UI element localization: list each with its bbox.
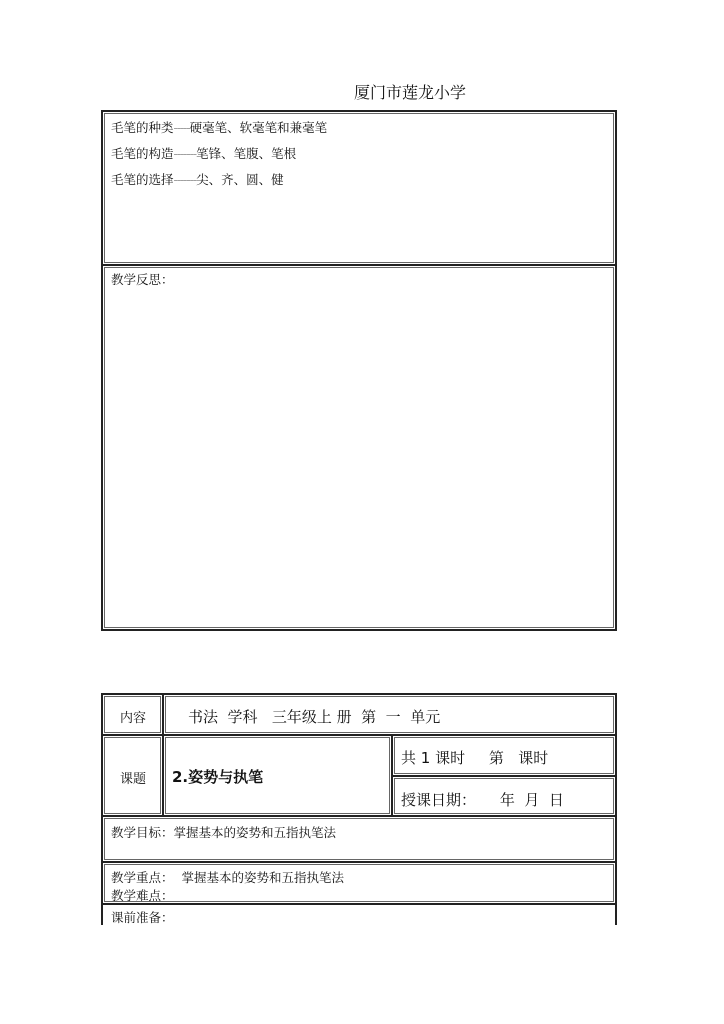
note-label: 毛笔的构造 bbox=[111, 146, 174, 161]
key-line bbox=[111, 868, 344, 886]
goal-cell bbox=[101, 815, 617, 863]
note-line bbox=[111, 170, 284, 188]
reflection-label: 教学反思： bbox=[111, 272, 174, 287]
note-separator: ------- bbox=[173, 172, 197, 187]
content-value: 书法 学科 三年级上 册 第 一 单元 bbox=[188, 708, 441, 726]
topic-label-cell bbox=[101, 734, 164, 817]
date-text: 授课日期： 年 月 日 bbox=[401, 791, 564, 809]
topic-value-cell bbox=[162, 734, 393, 817]
note-separator: ------- bbox=[173, 146, 197, 161]
note-label: 毛笔的选择 bbox=[111, 172, 174, 187]
note-separator: ----- bbox=[173, 120, 190, 135]
school-name: 厦门市莲龙小学 bbox=[353, 83, 466, 102]
difficulty-label: 教学难点： bbox=[111, 888, 174, 903]
note-text: 尖、齐、圆、健 bbox=[196, 172, 284, 187]
content-value-cell bbox=[162, 693, 617, 736]
content-label: 内容 bbox=[120, 711, 147, 726]
notes-box bbox=[101, 110, 617, 266]
reflection-box bbox=[101, 264, 617, 631]
prep-label: 课前准备： bbox=[111, 910, 174, 925]
content-label-cell bbox=[101, 693, 164, 736]
topic-label: 课题 bbox=[120, 772, 147, 787]
hours-text: 共 1 课时 第 课时 bbox=[401, 749, 549, 767]
date-cell bbox=[391, 775, 617, 817]
prep-cell bbox=[101, 903, 617, 925]
note-text: 笔锋、笔腹、笔根 bbox=[196, 146, 297, 161]
goal-line bbox=[111, 823, 336, 841]
note-line bbox=[111, 118, 327, 136]
note-text: 硬毫笔、软毫笔和兼毫笔 bbox=[189, 120, 328, 135]
goal-label: 教学目标： bbox=[111, 825, 174, 840]
key-points-cell bbox=[101, 861, 617, 905]
topic-value: 2.姿势与执笔 bbox=[172, 768, 264, 786]
key-label: 教学重点： bbox=[111, 870, 174, 885]
goal-value: 掌握基本的姿势和五指执笔法 bbox=[173, 825, 337, 840]
note-line bbox=[111, 144, 296, 162]
note-label: 毛笔的种类 bbox=[111, 120, 174, 135]
hours-cell bbox=[391, 734, 617, 777]
key-value: 掌握基本的姿势和五指执笔法 bbox=[181, 870, 345, 885]
